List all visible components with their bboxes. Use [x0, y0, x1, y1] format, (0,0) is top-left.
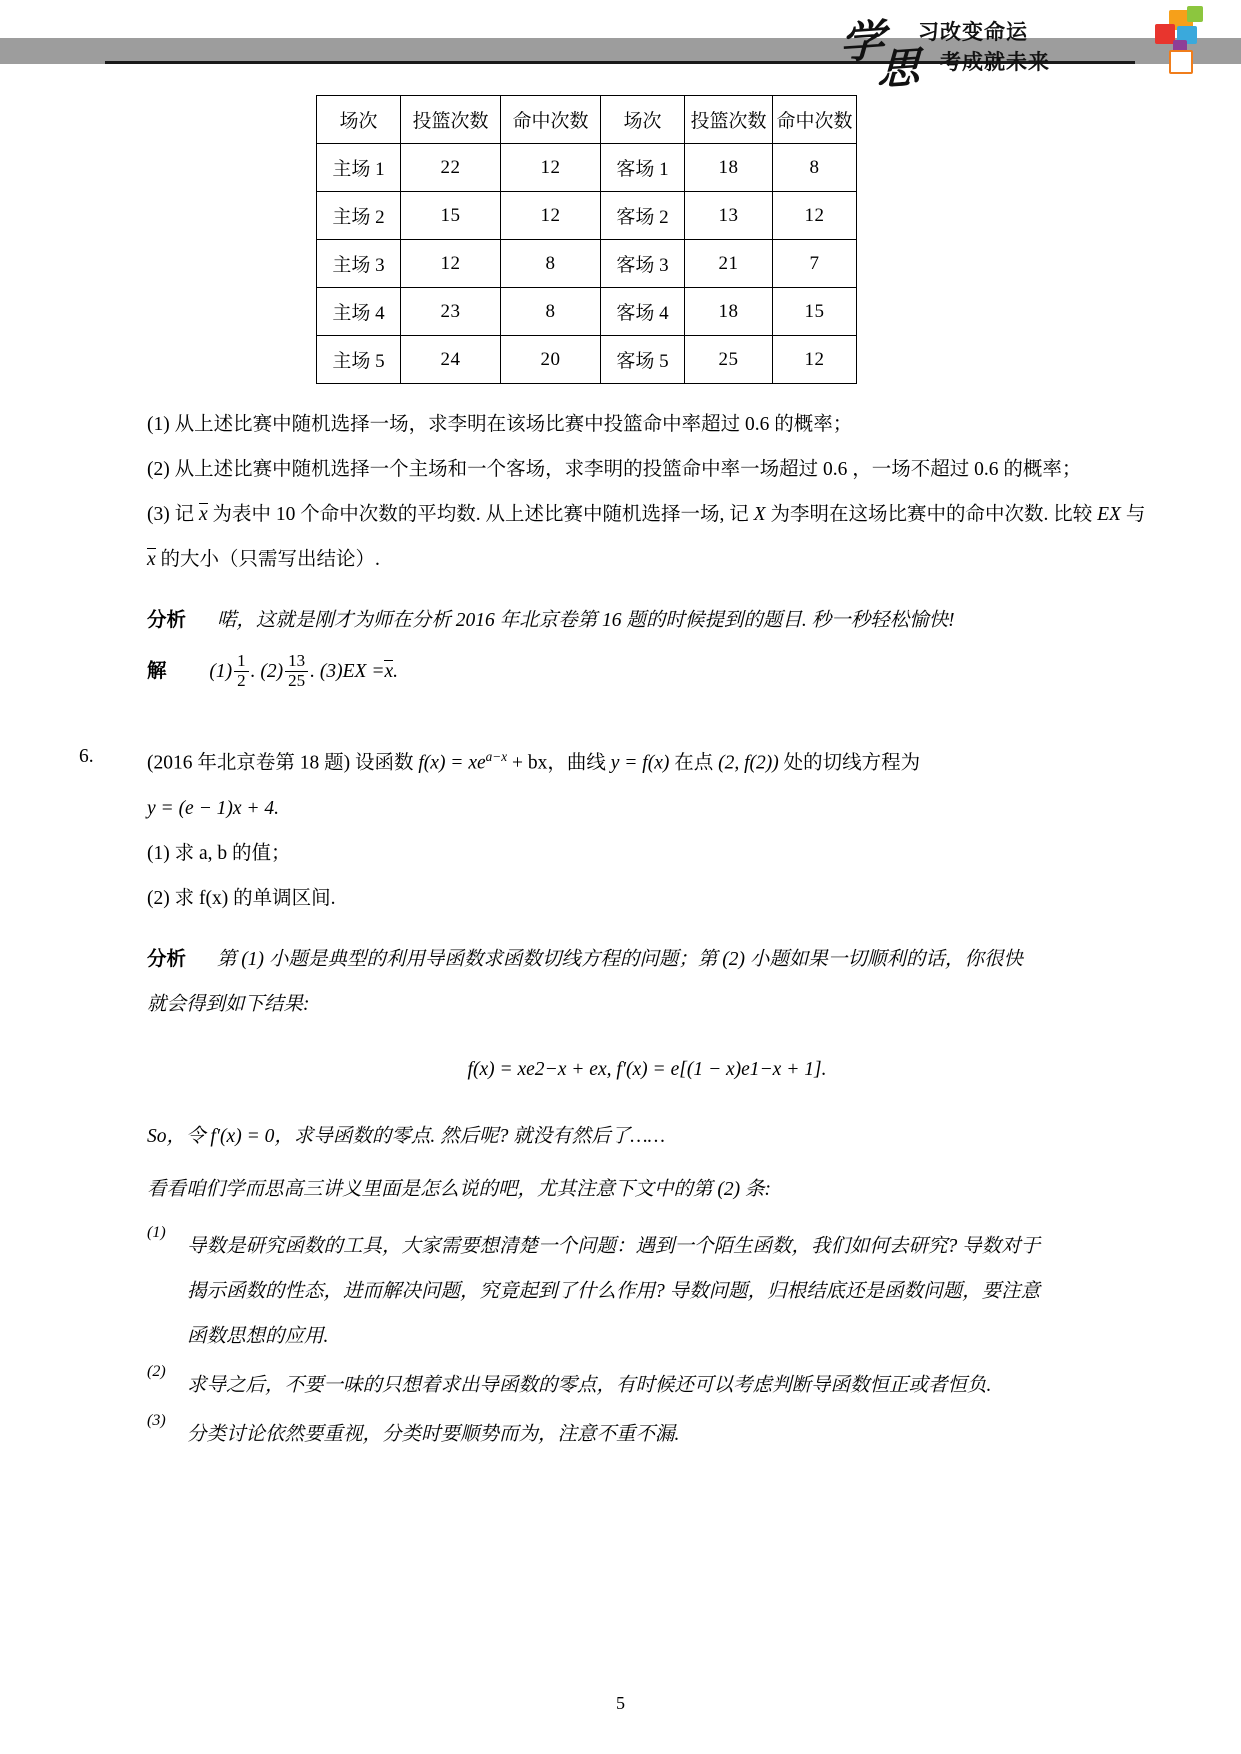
table-cell: 23: [401, 288, 501, 336]
analysis-text-line1: 第 (1) 小题是典型的利用导函数求函数切线方程的问题；第 (2) 小题如果一切顺利的话，你很快: [216, 948, 1023, 970]
table-cell: 主场 1: [317, 144, 401, 192]
table-cell: 客场 5: [601, 336, 685, 384]
note-1-marker: (1): [147, 1223, 166, 1241]
problem6-item-1: (1) 求 a, b 的值；: [147, 842, 291, 864]
note-1-line2: 揭示函数的性态，进而解决问题，究竟起到了什么作用? 导数问题，归根结底还是函数问题，要注意: [187, 1280, 1041, 1302]
table-cell: 主场 2: [317, 192, 401, 240]
table-row: [317, 288, 857, 336]
problem6-stem: [79, 734, 1147, 786]
table-header-cell: 场次: [317, 96, 401, 144]
table-row: [317, 336, 857, 384]
solution-part2: . (2): [250, 661, 284, 682]
xbar-symbol: x: [199, 504, 208, 525]
item3-with: 与: [1120, 504, 1146, 525]
see-text: 看看咱们学而思高三讲义里面是怎么说的吧，尤其注意下文中的第 (2) 条:: [147, 1178, 771, 1200]
brand-logo: [838, 4, 1100, 95]
stem-b: + bx，曲线: [507, 752, 611, 774]
analysis-label: 分析: [147, 610, 187, 631]
exponent-a-minus-x: a−x: [485, 749, 508, 764]
brand-char-si: 思: [876, 45, 921, 95]
table-cell: 主场 5: [317, 336, 401, 384]
page-content: [0, 95, 1241, 1457]
numerator: 1: [237, 651, 246, 671]
denominator: 25: [285, 671, 308, 690]
problem6-item-2: (2) 求 f(x) 的单调区间.: [147, 887, 336, 909]
table-cell: 25: [685, 336, 773, 384]
table-cell: 8: [773, 144, 857, 192]
table-header-cell: 投篮次数: [401, 96, 501, 144]
table-cell: 客场 4: [601, 288, 685, 336]
item3-post: 为李明在这场比赛中的命中次数. 比较: [765, 504, 1098, 525]
table-cell: 20: [501, 336, 601, 384]
table-cell: 主场 3: [317, 240, 401, 288]
fraction-one-half: [234, 652, 249, 690]
analysis-text-line2: 就会得到如下结果:: [147, 993, 310, 1015]
problem6-so-line: [147, 1114, 1147, 1159]
table-cell: 12: [773, 192, 857, 240]
table-header-row: [317, 96, 857, 144]
table-cell: 22: [401, 144, 501, 192]
problem6-note-3: [147, 1412, 1147, 1457]
note-3-line1: 分类讨论依然要重视，分类时要顺势而为，注意不重不漏.: [187, 1423, 680, 1445]
note-1-line3: 函数思想的应用.: [187, 1325, 329, 1347]
problem5-item-1: (1) 从上述比赛中随机选择一场，求李明在该场比赛中投篮命中率超过 0.6 的概率；: [147, 414, 853, 435]
table-row: [317, 192, 857, 240]
fraction-thirteen-25: [285, 652, 308, 690]
problem6-analysis-line1: [147, 937, 1147, 982]
problem6-derived-equation: [147, 1046, 1147, 1094]
solution-part3: . (3)EX =: [310, 661, 385, 682]
table-cell: 24: [401, 336, 501, 384]
shooting-stats-table: [316, 95, 857, 384]
analysis-label: 分析: [147, 948, 187, 970]
solution-label: 解: [147, 661, 167, 682]
table-cell: 21: [685, 240, 773, 288]
item3-pre: (3) 记: [147, 504, 199, 525]
table-header-cell: 场次: [601, 96, 685, 144]
problem6-note-1: [147, 1224, 1147, 1359]
table-cell: 客场 1: [601, 144, 685, 192]
tangent-point: (2, f(2)): [718, 752, 779, 774]
table-cell: 12: [501, 144, 601, 192]
table-cell: 15: [773, 288, 857, 336]
problem5-items: [147, 402, 1147, 694]
tangent-line-equation: y = (e − 1)x + 4.: [147, 797, 280, 819]
table-cell: 8: [501, 288, 601, 336]
table-cell: 18: [685, 288, 773, 336]
table-header-cell: 投篮次数: [685, 96, 773, 144]
table-cell: 15: [401, 192, 501, 240]
note-1-line1: 导数是研究函数的工具，大家需要想清楚一个问题：遇到一个陌生函数，我们如何去研究? 导数对于: [187, 1235, 1041, 1257]
brand-char-xue: 学: [838, 16, 885, 69]
page-number: 5: [616, 1693, 625, 1713]
problem6: [79, 734, 1147, 1457]
analysis-text: 喏，这就是刚才为师在分析 2016 年北京卷第 16 题的时候提到的题目. 秒一秒轻松愉快!: [216, 610, 955, 631]
table-cell: 主场 4: [317, 288, 401, 336]
note-2-line1: 求导之后，不要一味的只想着求出导函数的零点，有时候还可以考虑判断导函数恒正或者恒负.: [187, 1374, 992, 1396]
problem5-solution: [147, 649, 1147, 694]
table-header-cell: 命中次数: [501, 96, 601, 144]
so-text: So，令 f′(x) = 0，求导函数的零点. 然后呢? 就没有然后了……: [147, 1125, 665, 1147]
problem6-number: 6.: [79, 746, 94, 767]
problem5-item-3: [147, 492, 1147, 582]
table-cell: 7: [773, 240, 857, 288]
table-cell: 18: [685, 144, 773, 192]
stem-a: (2016 年北京卷第 18 题) 设函数: [147, 752, 419, 774]
xbar-symbol: x: [147, 549, 156, 570]
stem-c: 在点: [669, 752, 719, 774]
note-2-marker: (2): [147, 1362, 166, 1380]
logo-squares-icon: [1155, 4, 1217, 72]
table-cell: 客场 3: [601, 240, 685, 288]
table-row: [317, 240, 857, 288]
item3-tail: 的大小（只需写出结论）.: [155, 549, 380, 570]
random-variable-X: X: [753, 504, 766, 525]
xbar-symbol: x: [384, 661, 394, 682]
table-cell: 12: [773, 336, 857, 384]
brand-slogan-line2: 考成就未来: [940, 50, 1050, 74]
numerator: 13: [288, 651, 306, 671]
item3-mid: 为表中 10 个命中次数的平均数. 从上述比赛中随机选择一场, 记: [207, 504, 754, 525]
table-row: [317, 144, 857, 192]
problem6-see-line: [147, 1167, 1147, 1212]
brand-slogan-line1: 习改变命运: [918, 20, 1028, 44]
function-f: f(x) = xe: [418, 752, 486, 774]
expected-value-EX: EX: [1097, 504, 1121, 525]
table-cell: 12: [501, 192, 601, 240]
denominator: 2: [234, 671, 249, 690]
curve-y: y = f(x): [610, 752, 670, 774]
problem5-item-2: (2) 从上述比赛中随机选择一个主场和一个客场，求李明的投篮命中率一场超过 0.6 ，一场不超过 0.6 的概率；: [147, 459, 1082, 480]
table-cell: 12: [401, 240, 501, 288]
note-3-marker: (3): [147, 1411, 166, 1429]
equation-text: f(x) = xe2−x + ex, f′(x) = e[(1 − x)e1−x + 1].: [467, 1059, 827, 1080]
table-cell: 8: [501, 240, 601, 288]
table-cell: 客场 2: [601, 192, 685, 240]
solution-end: .: [393, 661, 399, 682]
problem6-analysis-line2: [147, 982, 1147, 1027]
shooting-stats-table-wrap: [316, 95, 856, 384]
problem5-analysis: [147, 598, 1147, 643]
problem6-note-2: [147, 1363, 1147, 1408]
solution-part1: (1): [209, 661, 233, 682]
table-cell: 13: [685, 192, 773, 240]
problem6-stem-line2: [147, 786, 1147, 831]
stem-d: 处的切线方程为: [778, 752, 921, 774]
page-header: [0, 0, 1241, 95]
table-header-cell: 命中次数: [773, 96, 857, 144]
